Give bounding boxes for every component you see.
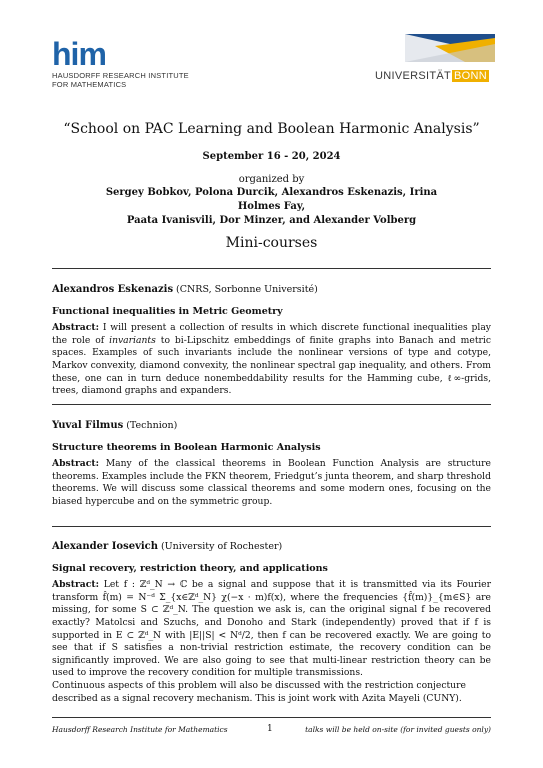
bonn-logo-text — [375, 70, 489, 82]
abstract-text-a: Let f : ℤᵈ_N → ℂ be a signal and suppose that it is transmitted via its Fourier transform f̂(m) = N⁻ᵈ Σ_{x∈ℤᵈ_N} χ(−x · m)f(x), where the frequencies {f̂(m)}_{m∈S} are missing, for some S ⊂ ℤᵈ_N. The question we ask is, can the original signal f be recovered exactly? Matolcsi and Szuchs, and Donoho and Stark (independently) proved that if f is supported in E ⊂ ℤᵈ_N with |E||S| < Nᵈ/2, then f can be recovered exactly. We are going to see that if S satisfies a non-trivial restriction estimate, the recovery condition can be significantly improved. We are also going to see that multi-linear restriction theory can be used to improve the recovery condition for multiple transmissions. — [52, 579, 491, 679]
speaker-affiliation: (CNRS, Sorbonne Université) — [176, 284, 318, 295]
abstract-label: Abstract: — [52, 458, 99, 470]
abstract — [52, 579, 491, 680]
divider — [52, 268, 491, 269]
organizers-list — [90, 186, 453, 228]
speaker-line — [52, 420, 491, 433]
abstract — [52, 458, 491, 508]
speaker-affiliation: (University of Rochester) — [160, 541, 283, 552]
divider — [52, 526, 491, 527]
him-logo-line2: FOR MATHEMATICS — [52, 80, 127, 89]
abstract-text-a: I will present a collection of results in which discrete functional inequalities play the role of — [52, 322, 491, 346]
section-title: Mini-courses — [225, 235, 318, 251]
abstract-label: Abstract: — [52, 322, 99, 334]
abstract-label: Abstract: — [52, 579, 99, 591]
him-logo-line1: HAUSDORFF RESEARCH INSTITUTE — [52, 71, 189, 80]
bonn-uni-word: UNIVERSITÄT — [375, 70, 452, 82]
course-eskenazis — [52, 284, 491, 398]
speaker-affiliation: (Technion) — [126, 420, 178, 431]
page-number: 1 — [267, 724, 273, 734]
footer-institute: Hausdorff Research Institute for Mathematics — [52, 725, 228, 734]
talk-title: Functional inequalities in Metric Geometry — [52, 305, 283, 317]
speaker-name: Yuval Filmus — [52, 420, 124, 431]
abstract — [52, 322, 491, 398]
him-logo-word: him — [52, 36, 106, 72]
school-title: “School on PAC Learning and Boolean Harmonic Analysis” — [63, 121, 480, 137]
abstract-paragraph-2: Continuous aspects of this problem will also be discussed with the restriction conjecture described as a signal recovery mechanism. This is joint work with Azita Mayeli (CUNY). — [52, 679, 466, 704]
speaker-line — [52, 284, 491, 297]
organizers-line-2: Paata Ivanisvili, Dor Minzer, and Alexander Volberg — [126, 215, 417, 226]
him-logo — [52, 36, 189, 89]
speaker-name: Alexandros Eskenazis — [52, 284, 174, 295]
school-dates: September 16 - 20, 2024 — [202, 151, 341, 162]
footer-note: talks will be held on-site (for invited guests only) — [305, 725, 491, 734]
course-filmus — [52, 420, 491, 509]
organized-by-label: organized by — [238, 174, 305, 185]
talk-title: Structure theorems in Boolean Harmonic Analysis — [52, 441, 321, 453]
abstract-text-b: to bi-Lipschitz embeddings of finite graphs into Banach and metric spaces. Examples of such invariants include the nonlinear versions of type and cotype, Markov convexity, diamond convexity, the nonlinear spectral gap inequality, and others. From these, one can in turn deduce nonembeddability results for the Hamming cube, ℓ∞-grids, trees, diamond graphs and expanders. — [52, 334, 491, 397]
bonn-box-word: BONN — [454, 70, 488, 82]
divider — [52, 404, 491, 405]
abstract-text-a: Many of the classical theorems in Boolean Function Analysis are structure theorems. Examples include the FKN theorem, Friedgut’s junta theorem, and sharp threshold theorems. We will discuss some classical theorems and some modern ones, focusing on the biased hypercube and on the symmetric group. — [52, 458, 491, 507]
footer-divider — [52, 717, 491, 718]
abstract-emphasis: invariants — [109, 334, 156, 346]
course-iosevich — [52, 541, 491, 705]
speaker-line — [52, 541, 491, 554]
organizers-line-1: Sergey Bobkov, Polona Durcik, Alexandros Eskenazis, Irina Holmes Fay, — [105, 187, 438, 212]
talk-title: Signal recovery, restriction theory, and applications — [52, 562, 328, 574]
speaker-name: Alexander Iosevich — [52, 541, 159, 552]
